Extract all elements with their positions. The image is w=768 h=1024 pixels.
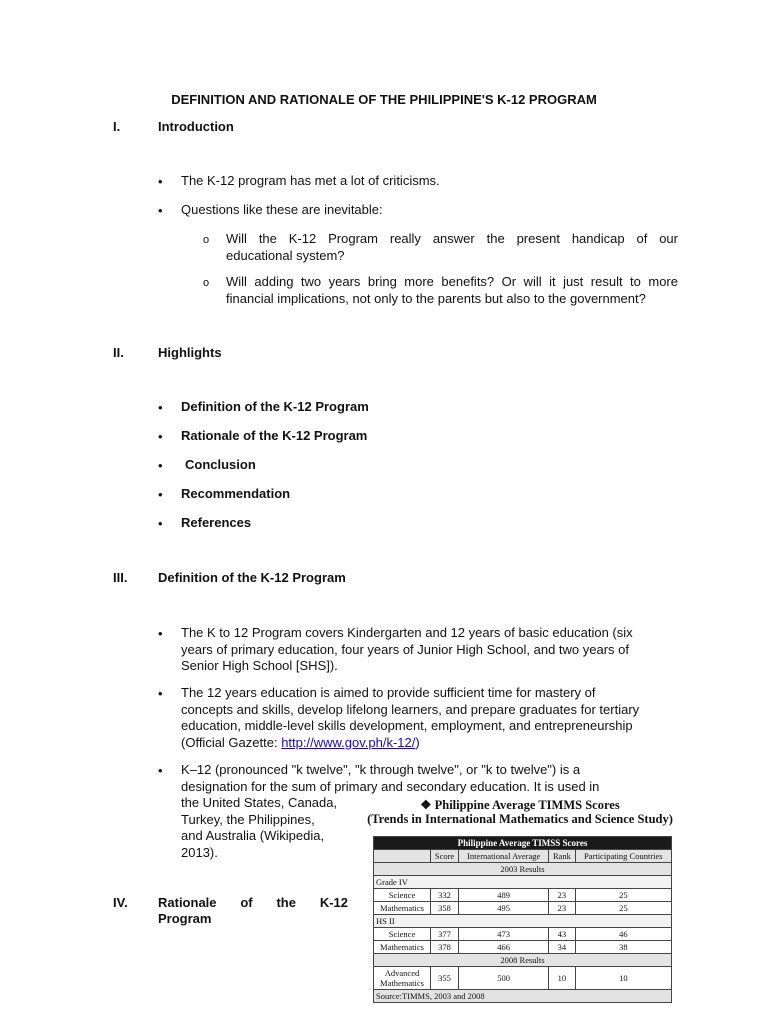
text-line: Senior High School [SHS]). [181, 658, 338, 673]
sub-bullet-marker: o [203, 234, 210, 246]
gazette-link[interactable]: http://www.gov.ph/k-12/ [281, 734, 416, 750]
citation-suffix: ) [415, 734, 420, 750]
text-line: concepts and skills, develop lifelong learners, and prepare graduates for tertiary [181, 701, 640, 717]
table-row [374, 902, 672, 915]
column-header: Rank [549, 850, 575, 863]
cell: 489 [459, 889, 549, 902]
sub-bullet-line: educational system? [226, 248, 345, 263]
timss-table [373, 836, 672, 1003]
section-title-rationale-cont: Program [158, 911, 212, 926]
section-title-introduction: Introduction [158, 119, 234, 134]
highlight-item: Conclusion [185, 457, 256, 472]
text-line: and Australia (Wikipedia, [181, 828, 325, 843]
band-row [374, 863, 672, 876]
sub-bullet-marker: o [203, 277, 210, 289]
text-line: education, middle-level skills development, employment, and entrepreneurship [181, 718, 633, 733]
text-line: the United States, Canada, [181, 795, 338, 810]
highlight-item: Definition of the K-12 Program [181, 399, 369, 414]
cell: 358 [431, 902, 459, 915]
text-line: K–12 (pronounced "k twelve", "k through twelve", or "k to twelve") is a [181, 762, 581, 777]
bullet-dot: • [158, 763, 163, 778]
diamond-bullet-icon: ❖ [420, 798, 432, 812]
cell: 10 [549, 967, 575, 990]
figure-heading [364, 798, 676, 826]
cell: 25 [575, 902, 671, 915]
section-number: I. [113, 119, 121, 134]
cell: 10 [575, 967, 671, 990]
row-label: Mathematics [374, 941, 431, 954]
citation-prefix: (Official Gazette: [181, 734, 282, 750]
column-header: Participating Countries [575, 850, 671, 863]
highlight-item: Recommendation [181, 486, 291, 501]
document-title: DEFINITION AND RATIONALE OF THE PHILIPPINE'S K-12 PROGRAM [171, 92, 597, 107]
sub-bullet-line: Will the K-12 Program really answer the present handicap of our [226, 231, 678, 246]
text-line: designation for the sum of primary and secondary education. It is used in [181, 778, 600, 794]
row-label: Advanced Mathematics [374, 967, 431, 990]
citation-line [181, 735, 639, 752]
cell: 43 [549, 928, 575, 941]
section-title-definition: Definition of the K-12 Program [158, 570, 346, 585]
text-line: The 12 years education is aimed to provide sufficient time for mastery of [181, 685, 596, 700]
highlight-item: References [181, 515, 252, 530]
table-row [374, 889, 672, 902]
definition-bullet [181, 685, 639, 751]
cell: 355 [431, 967, 459, 990]
text-line: years of primary education, four years of Junior High School, and two years of [181, 641, 629, 657]
cell: 377 [431, 928, 459, 941]
band-label: 2003 Results [374, 863, 672, 876]
table-header-row [374, 850, 672, 863]
text-line: Turkey, the Philippines, [181, 811, 315, 827]
highlight-item: Rationale of the K-12 Program [181, 428, 368, 443]
sub-bullet-line: Will adding two years bring more benefits? Or will it just result to more [226, 274, 678, 289]
text-line: 2013). [181, 844, 218, 860]
group-label: HS II [374, 915, 672, 928]
sub-bullet-text [226, 273, 678, 307]
cell: 500 [459, 967, 549, 990]
bullet-dot: • [158, 400, 163, 415]
table-row [374, 967, 672, 990]
section-number: IV. [113, 895, 128, 910]
definition-bullet [181, 625, 633, 675]
section-number: III. [113, 570, 128, 585]
column-header [374, 850, 431, 863]
section-title-rationale: Rationale of the K-12 [158, 895, 348, 910]
cell: 23 [549, 902, 575, 915]
row-label: Science [374, 928, 431, 941]
source-row [374, 990, 672, 1003]
row-label: Science [374, 889, 431, 902]
bullet-dot: • [158, 626, 163, 641]
cell: 466 [459, 941, 549, 954]
bullet-dot: • [158, 174, 163, 189]
sub-bullet-line: financial implications, not only to the parents but also to the government? [226, 291, 646, 306]
table-title-row [374, 837, 672, 850]
column-header: Score [431, 850, 459, 863]
group-label: Grade IV [374, 876, 672, 889]
band-label: 2008 Results [374, 954, 672, 967]
table-row [374, 941, 672, 954]
cell: 46 [575, 928, 671, 941]
cell: 473 [459, 928, 549, 941]
figure-heading-line1 [364, 798, 676, 812]
table-title: Philippine Average TIMSS Scores [374, 837, 672, 850]
sub-bullet-text [226, 230, 678, 264]
bullet-dot: • [158, 203, 163, 218]
cell: 34 [549, 941, 575, 954]
table-row [374, 928, 672, 941]
section-title-highlights: Highlights [158, 345, 222, 360]
column-header: International Average [459, 850, 549, 863]
group-row [374, 876, 672, 889]
bullet-dot: • [158, 429, 163, 444]
cell: 25 [575, 889, 671, 902]
bullet-dot: • [158, 458, 163, 473]
band-row [374, 954, 672, 967]
row-label: Mathematics [374, 902, 431, 915]
cell: 38 [575, 941, 671, 954]
section-number: II. [113, 345, 124, 360]
table-source: Source:TIMMS, 2003 and 2008 [374, 990, 672, 1003]
figure-subtitle: (Trends in International Mathematics and Science Study) [367, 812, 673, 826]
group-row [374, 915, 672, 928]
text-line: The K to 12 Program covers Kindergarten and 12 years of basic education (six [181, 625, 633, 640]
cell: 495 [459, 902, 549, 915]
cell: 332 [431, 889, 459, 902]
bullet-dot: • [158, 516, 163, 531]
cell: 378 [431, 941, 459, 954]
cell: 23 [549, 889, 575, 902]
bullet-dot: • [158, 686, 163, 701]
intro-bullet: Questions like these are inevitable: [181, 202, 383, 217]
figure-title: Philippine Average TIMMS Scores [434, 798, 620, 812]
intro-bullet: The K-12 program has met a lot of criticisms. [181, 173, 440, 188]
bullet-dot: • [158, 487, 163, 502]
